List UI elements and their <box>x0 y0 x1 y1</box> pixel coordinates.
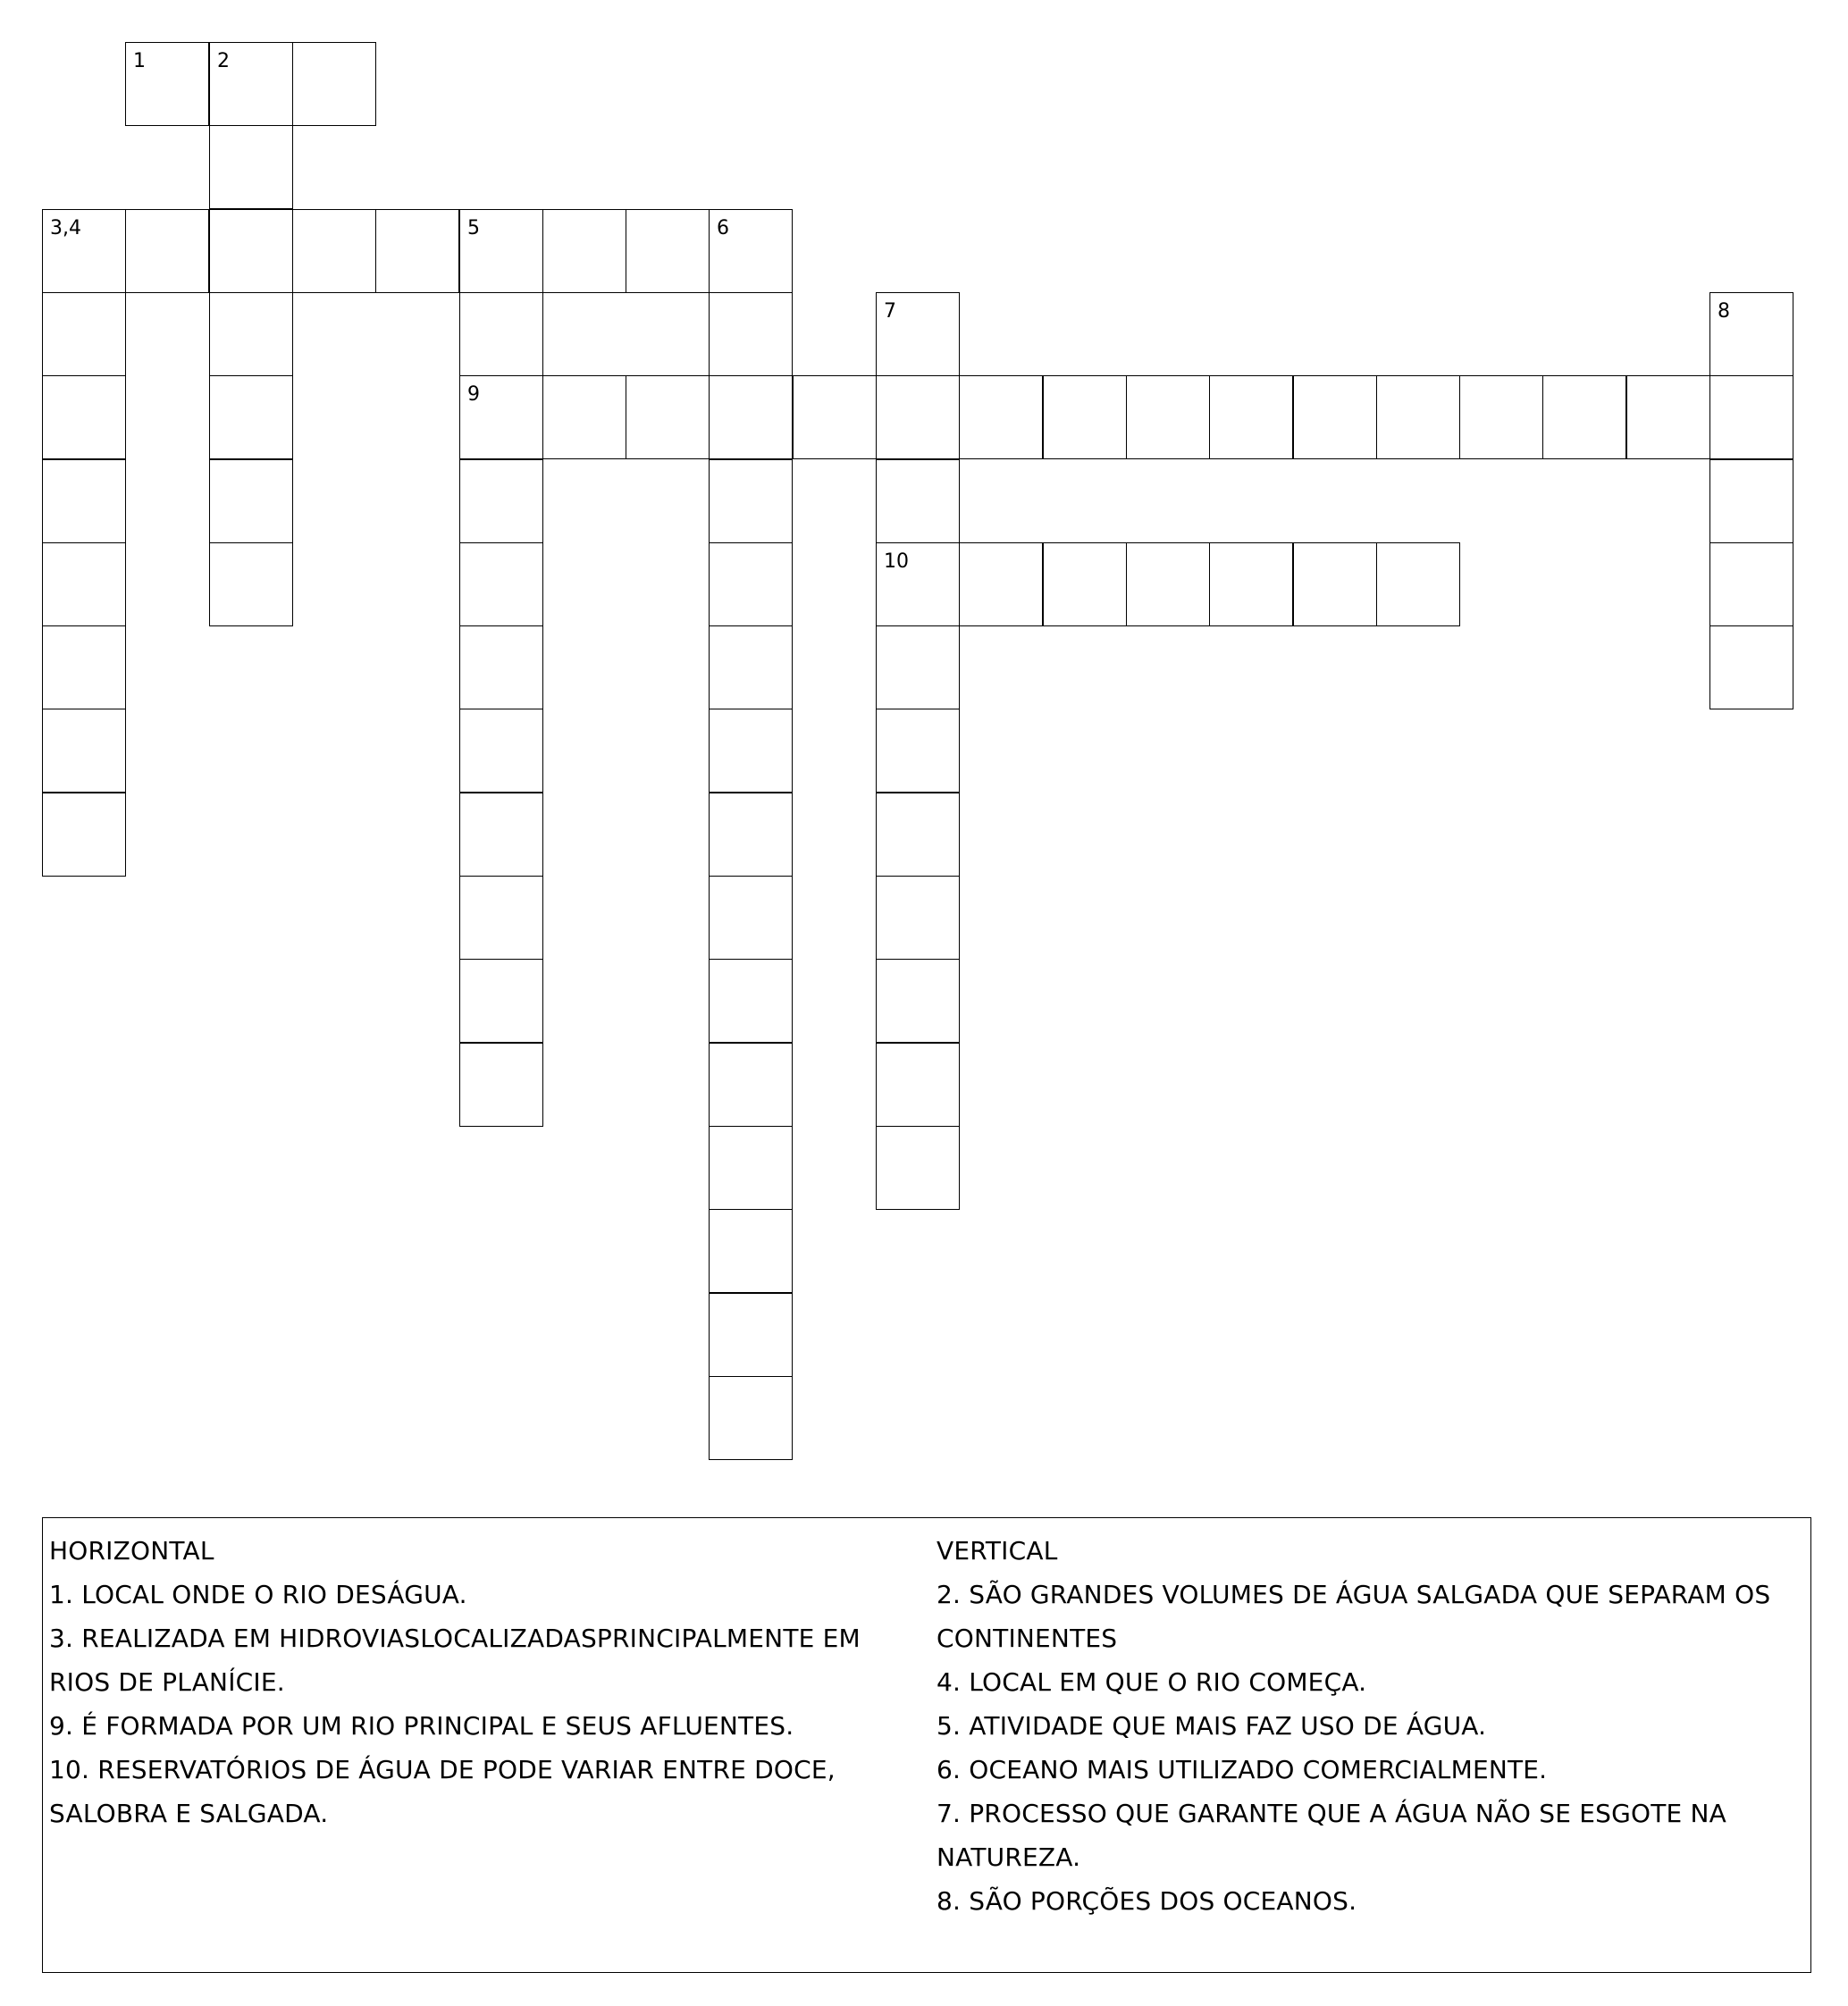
grid-cell[interactable] <box>709 709 793 793</box>
grid-cell[interactable] <box>876 542 960 626</box>
grid-cell[interactable] <box>1709 625 1793 709</box>
grid-cell[interactable] <box>459 625 543 709</box>
grid-cell[interactable] <box>876 876 960 960</box>
grid-cell[interactable] <box>709 1293 793 1377</box>
grid-cell[interactable] <box>292 209 376 293</box>
grid-cell[interactable] <box>626 209 710 293</box>
clue-line: SALOBRA E SALGADA. <box>49 1799 329 1828</box>
grid-cell[interactable] <box>209 542 293 626</box>
grid-cell[interactable] <box>1043 542 1127 626</box>
grid-cell[interactable] <box>1293 375 1377 459</box>
grid-cell[interactable] <box>1626 375 1710 459</box>
grid-cell[interactable] <box>709 1209 793 1293</box>
grid-cell[interactable] <box>459 459 543 543</box>
grid-cell[interactable] <box>42 793 126 877</box>
grid-cell[interactable] <box>1209 542 1293 626</box>
grid-cell[interactable] <box>876 292 960 376</box>
grid-cell[interactable] <box>793 375 877 459</box>
grid-cell[interactable] <box>209 125 293 209</box>
grid-cell[interactable] <box>375 209 459 293</box>
clue-line: 3. REALIZADA EM HIDROVIASLOCALIZADASPRINCIPALMENTE EM <box>49 1624 861 1653</box>
clue-line: 5. ATIVIDADE QUE MAIS FAZ USO DE ÁGUA. <box>937 1711 1487 1741</box>
grid-cell[interactable] <box>125 209 209 293</box>
clue-number: 7 <box>884 300 896 323</box>
clue-line: CONTINENTES <box>937 1624 1118 1653</box>
grid-cell[interactable] <box>876 625 960 709</box>
grid-cell[interactable] <box>959 542 1043 626</box>
vertical-clues <box>937 1529 1794 1923</box>
grid-cell[interactable] <box>1126 542 1210 626</box>
grid-cell[interactable] <box>542 209 626 293</box>
grid-cell[interactable] <box>209 42 293 126</box>
grid-cell[interactable] <box>709 1376 793 1460</box>
grid-cell[interactable] <box>459 292 543 376</box>
clue-line: 9. É FORMADA POR UM RIO PRINCIPAL E SEUS AFLUENTES. <box>49 1711 794 1741</box>
grid-cell[interactable] <box>709 793 793 877</box>
grid-cell[interactable] <box>1459 375 1543 459</box>
grid-cell[interactable] <box>876 793 960 877</box>
grid-cell[interactable] <box>459 959 543 1043</box>
clue-number: 9 <box>467 383 480 406</box>
clue-line: 1. LOCAL ONDE O RIO DESÁGUA. <box>49 1580 467 1609</box>
grid-cell[interactable] <box>876 375 960 459</box>
clue-line: 4. LOCAL EM QUE O RIO COMEÇA. <box>937 1667 1367 1697</box>
clue-line: 2. SÃO GRANDES VOLUMES DE ÁGUA SALGADA QUE SEPARAM OS <box>937 1580 1771 1609</box>
grid-cell[interactable] <box>1376 542 1460 626</box>
grid-cell[interactable] <box>459 1043 543 1127</box>
grid-cell[interactable] <box>459 209 543 293</box>
grid-cell[interactable] <box>876 959 960 1043</box>
grid-cell[interactable] <box>709 959 793 1043</box>
clue-number: 10 <box>884 550 909 573</box>
grid-cell[interactable] <box>1293 542 1377 626</box>
grid-cell[interactable] <box>709 459 793 543</box>
grid-cell[interactable] <box>209 292 293 376</box>
clue-line: 7. PROCESSO QUE GARANTE QUE A ÁGUA NÃO SE ESGOTE NA <box>937 1799 1727 1828</box>
clues-box <box>42 1517 1811 1973</box>
grid-cell[interactable] <box>42 625 126 709</box>
grid-cell[interactable] <box>876 709 960 793</box>
grid-cell[interactable] <box>1709 542 1793 626</box>
clue-number: 1 <box>133 50 146 72</box>
grid-cell[interactable] <box>709 375 793 459</box>
grid-cell[interactable] <box>709 1126 793 1210</box>
grid-cell[interactable] <box>542 375 626 459</box>
grid-cell[interactable] <box>125 42 209 126</box>
grid-cell[interactable] <box>459 793 543 877</box>
grid-cell[interactable] <box>709 209 793 293</box>
vertical-heading: VERTICAL <box>937 1536 1058 1565</box>
horizontal-heading: HORIZONTAL <box>49 1536 214 1565</box>
grid-cell[interactable] <box>876 1043 960 1127</box>
grid-cell[interactable] <box>709 625 793 709</box>
clue-line: NATUREZA. <box>937 1842 1081 1872</box>
clue-number: 2 <box>217 50 230 72</box>
grid-cell[interactable] <box>42 292 126 376</box>
grid-cell[interactable] <box>459 375 543 459</box>
grid-cell[interactable] <box>42 459 126 543</box>
grid-cell[interactable] <box>1542 375 1626 459</box>
grid-cell[interactable] <box>209 459 293 543</box>
horizontal-clues <box>49 1529 925 1835</box>
grid-cell[interactable] <box>42 209 126 293</box>
clue-number: 8 <box>1718 300 1730 323</box>
grid-cell[interactable] <box>626 375 710 459</box>
grid-cell[interactable] <box>459 542 543 626</box>
grid-cell[interactable] <box>459 876 543 960</box>
grid-cell[interactable] <box>1209 375 1293 459</box>
grid-cell[interactable] <box>209 209 293 293</box>
grid-cell[interactable] <box>459 709 543 793</box>
grid-cell[interactable] <box>709 542 793 626</box>
clue-number: 6 <box>717 217 729 239</box>
grid-cell[interactable] <box>876 459 960 543</box>
clue-line: 8. SÃO PORÇÕES DOS OCEANOS. <box>937 1886 1357 1916</box>
grid-cell[interactable] <box>1709 459 1793 543</box>
grid-cell[interactable] <box>709 292 793 376</box>
grid-cell[interactable] <box>209 375 293 459</box>
grid-cell[interactable] <box>42 542 126 626</box>
grid-cell[interactable] <box>42 375 126 459</box>
grid-cell[interactable] <box>42 709 126 793</box>
clue-line: 6. OCEANO MAIS UTILIZADO COMERCIALMENTE. <box>937 1755 1548 1784</box>
grid-cell[interactable] <box>959 375 1043 459</box>
clue-line: RIOS DE PLANÍCIE. <box>49 1667 285 1697</box>
grid-cell[interactable] <box>876 1126 960 1210</box>
grid-cell[interactable] <box>1709 375 1793 459</box>
clue-line: 10. RESERVATÓRIOS DE ÁGUA DE PODE VARIAR ENTRE DOCE, <box>49 1755 836 1784</box>
grid-cell[interactable] <box>292 42 376 126</box>
grid-cell[interactable] <box>709 1043 793 1127</box>
clue-number: 3,4 <box>50 217 81 239</box>
grid-cell[interactable] <box>709 876 793 960</box>
grid-cell[interactable] <box>1043 375 1127 459</box>
grid-cell[interactable] <box>1126 375 1210 459</box>
grid-cell[interactable] <box>1709 292 1793 376</box>
grid-cell[interactable] <box>1376 375 1460 459</box>
clue-number: 5 <box>467 217 480 239</box>
